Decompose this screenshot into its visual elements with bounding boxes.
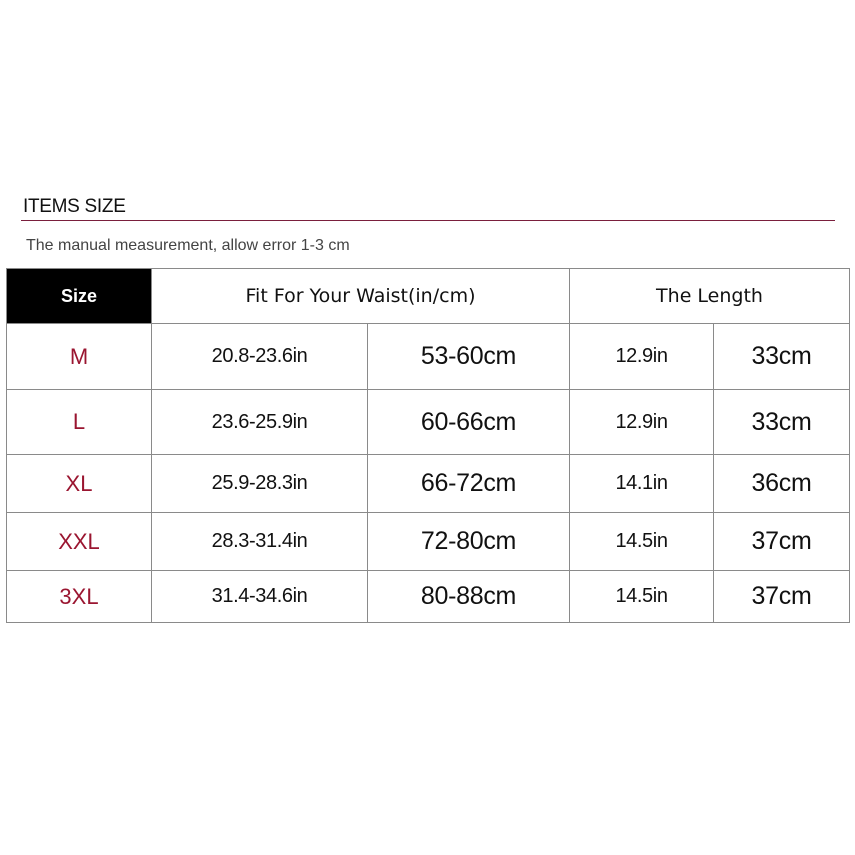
waist-cm-cell: 60-66cm xyxy=(368,390,570,455)
header-waist: Fit For Your Waist(in/cm) xyxy=(152,269,570,324)
size-chart-table xyxy=(6,268,850,623)
length-in-cell: 12.9in xyxy=(570,324,714,390)
size-label: L xyxy=(7,390,152,455)
header-size: Size xyxy=(7,269,152,324)
waist-in-cell: 25.9-28.3in xyxy=(152,455,368,513)
length-in-cell: 12.9in xyxy=(570,390,714,455)
waist-in-cell: 23.6-25.9in xyxy=(152,390,368,455)
length-cm-cell: 36cm xyxy=(714,455,850,513)
size-label: XXL xyxy=(7,513,152,571)
header-length: The Length xyxy=(570,269,850,324)
length-cm-cell: 33cm xyxy=(714,324,850,390)
waist-cm-cell: 66-72cm xyxy=(368,455,570,513)
waist-cm-cell: 80-88cm xyxy=(368,571,570,623)
size-label: M xyxy=(7,324,152,390)
length-in-cell: 14.5in xyxy=(570,571,714,623)
length-in-cell: 14.1in xyxy=(570,455,714,513)
length-cm-cell: 33cm xyxy=(714,390,850,455)
table-row xyxy=(7,455,850,513)
title-divider xyxy=(21,220,835,221)
waist-in-cell: 31.4-34.6in xyxy=(152,571,368,623)
waist-in-cell: 20.8-23.6in xyxy=(152,324,368,390)
table-row xyxy=(7,324,850,390)
waist-cm-cell: 72-80cm xyxy=(368,513,570,571)
table-header-row xyxy=(7,269,850,324)
length-in-cell: 14.5in xyxy=(570,513,714,571)
length-cm-cell: 37cm xyxy=(714,571,850,623)
waist-in-cell: 28.3-31.4in xyxy=(152,513,368,571)
measurement-note: The manual measurement, allow error 1-3 cm xyxy=(26,237,350,254)
table-row xyxy=(7,571,850,623)
size-label: 3XL xyxy=(7,571,152,623)
table-row xyxy=(7,513,850,571)
table-row xyxy=(7,390,850,455)
section-title: ITEMS SIZE xyxy=(23,196,126,217)
waist-cm-cell: 53-60cm xyxy=(368,324,570,390)
size-label: XL xyxy=(7,455,152,513)
length-cm-cell: 37cm xyxy=(714,513,850,571)
